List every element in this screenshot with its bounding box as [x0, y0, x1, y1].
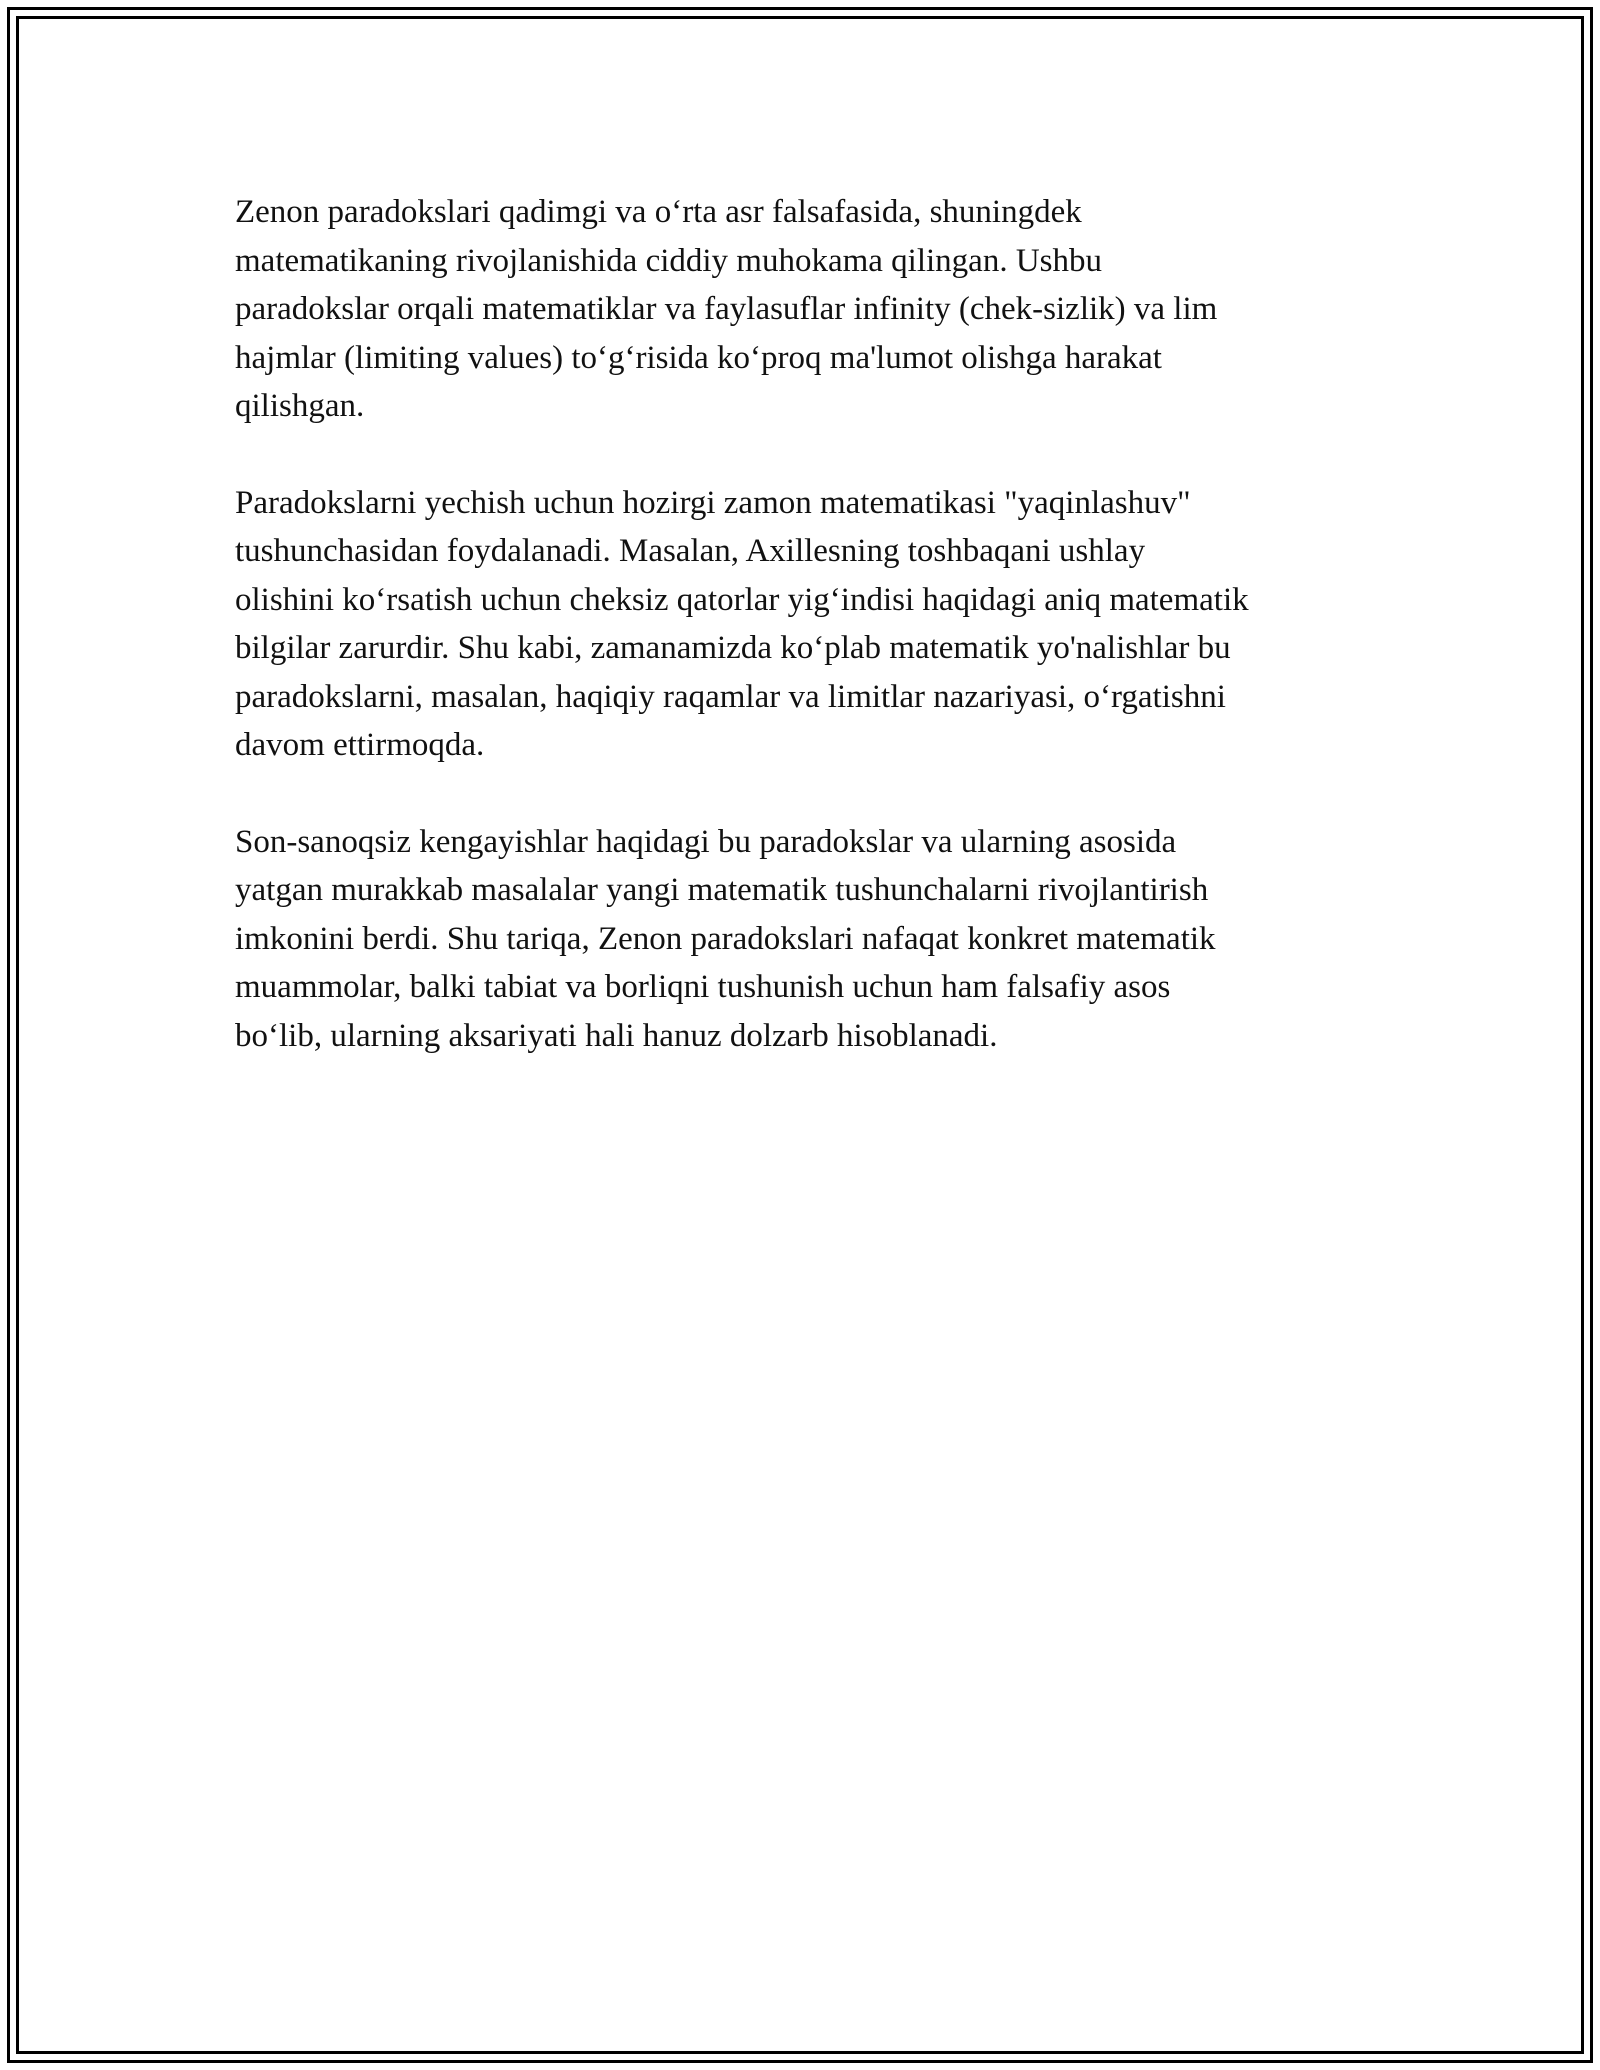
paragraph-1: Zenon paradokslari qadimgi va o‘rta asr falsafasida, shuningdek matematikaning rivojlanishida ciddiy muhokama qilingan. Ushbu paradokslar orqali matematiklar va faylasuflar infinity (chek-sizlik) va lim hajmlar (limiting values) to‘g‘risida ko‘proq ma'lumot olishga harakat qilishgan. — [235, 194, 1218, 424]
paragraph-2: Paradokslarni yechish uchun hozirgi zamon matematikasi "yaqinlashuv" tushunchasidan foydalanadi. Masalan, Axillesning toshbaqani ushlay olishini ko‘rsatish uchun cheksiz qatorlar yig‘indisi haqidagi aniq matematik bilgilar zarurdir. Shu kabi, zamanamizda ko‘plab matematik yo'nalishlar bu paradokslarni, masalan, haqiqiy raqamlar va limitlar nazariyasi, o‘rgatishni davom ettirmoqda. — [235, 484, 1249, 763]
document-body — [235, 188, 1370, 1108]
paragraph-3: Son-sanoqsiz kengayishlar haqidagi bu paradokslar va ularning asosida yatgan murakkab masalalar yangi matematik tushunchalarni rivojlantirish imkonini berdi. Shu tariqa, Zenon paradokslari nafaqat konkret matematik muammolar, balki tabiat va borliqni tushunish uchun ham falsafiy asos bo‘lib, ularning aksariyati hali hanuz dolzarb hisoblanadi. — [235, 823, 1216, 1054]
